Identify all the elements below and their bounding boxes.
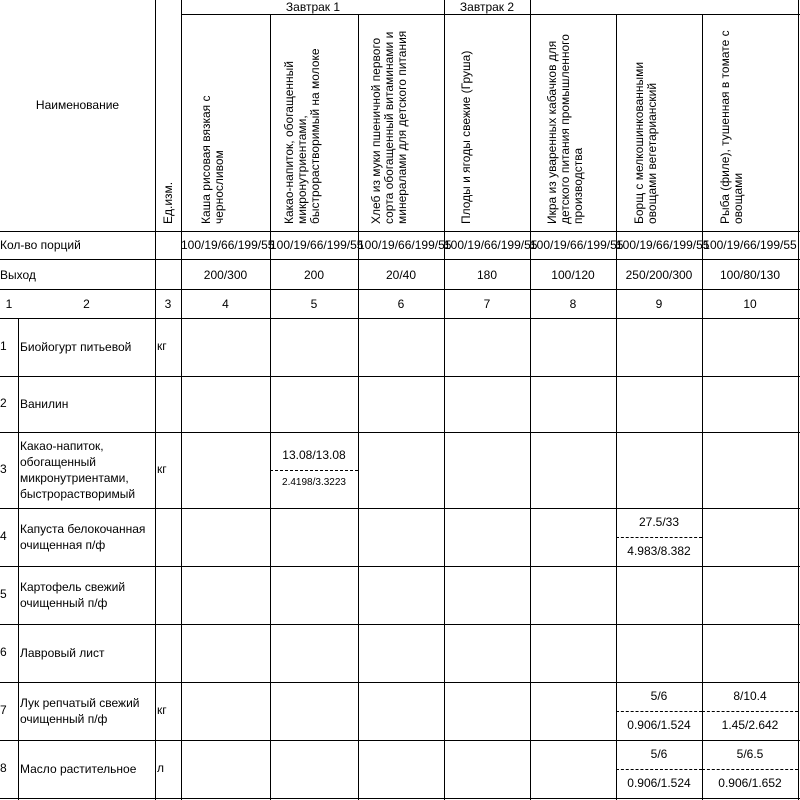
dish-col-line xyxy=(181,0,182,800)
dish-header-5: Икра из уваренных кабачков для детского питания промышленного производства xyxy=(545,34,585,224)
row-line xyxy=(0,318,800,319)
name-column-header: Наименование xyxy=(35,98,120,112)
column-number: 8 xyxy=(569,297,577,311)
dish-header-4: Плоды и ягоды свежие (Груша) xyxy=(459,50,473,224)
column-number: 1 xyxy=(5,297,13,311)
value-divider xyxy=(616,769,702,770)
row-line xyxy=(0,624,800,625)
dish-col-line xyxy=(798,0,799,800)
net-value: 2.4198/3.3223 xyxy=(282,477,346,488)
row-line xyxy=(0,432,800,433)
gross-value: 13.08/13.08 xyxy=(282,448,346,462)
value-divider xyxy=(616,537,702,538)
portions-label: Кол-во порций xyxy=(0,238,81,252)
gross-value: 8/10.4 xyxy=(733,689,767,703)
row-number: 4 xyxy=(0,529,7,543)
net-value: 0.906/1.524 xyxy=(627,718,691,732)
net-value: 0.906/1.652 xyxy=(718,776,782,790)
unit-col-line xyxy=(155,0,156,800)
ingredient-unit: кг xyxy=(157,462,167,476)
group-divider-line xyxy=(181,14,800,15)
value-divider xyxy=(702,711,798,712)
dish-col-line xyxy=(616,14,617,800)
net-value: 4.983/8.382 xyxy=(627,544,691,558)
column-number: 5 xyxy=(310,297,318,311)
unit-column-header: Ед.изм. xyxy=(161,181,175,224)
num-col-line xyxy=(18,318,19,800)
output-value: 250/200/300 xyxy=(625,268,693,282)
row-line xyxy=(0,740,800,741)
column-number: 7 xyxy=(483,297,491,311)
row-number: 6 xyxy=(0,645,7,659)
row-number: 7 xyxy=(0,703,7,717)
net-value: 0.906/1.524 xyxy=(627,776,691,790)
portions-value: 100/19/66/199/55 xyxy=(270,238,364,252)
dish-header-7: Рыба (филе), тушенная в томате с овощами xyxy=(718,30,745,224)
row-line xyxy=(0,508,800,509)
ingredient-name: Какао-напиток, обогащенный микронутриентами, быстрорастворимый xyxy=(20,439,136,501)
gross-value: 27.5/33 xyxy=(638,515,680,529)
row-number: 1 xyxy=(0,339,7,353)
gross-value: 5/6 xyxy=(650,747,668,761)
ingredient-unit: кг xyxy=(157,703,167,717)
output-value: 100/120 xyxy=(551,268,595,282)
ingredient-name: Лук репчатый свежий очищенный п/ф xyxy=(20,696,140,726)
gross-value: 5/6 xyxy=(650,689,668,703)
dish-col-line xyxy=(270,14,271,800)
dish-header-3: Хлеб из муки пшеничной первого сорта обогащенный витаминами и минералами для детского питания xyxy=(369,30,409,224)
ingredient-unit: л xyxy=(157,761,165,775)
output-value: 100/80/130 xyxy=(719,268,781,282)
output-value: 200 xyxy=(303,268,325,282)
column-number: 10 xyxy=(743,297,757,311)
value-divider xyxy=(270,470,358,471)
group-col-line xyxy=(530,0,531,800)
row-number: 5 xyxy=(0,587,7,601)
dish-col-line xyxy=(358,14,359,800)
column-number: 9 xyxy=(655,297,663,311)
column-number: 4 xyxy=(222,297,229,311)
row-line xyxy=(0,376,800,377)
output-value: 180 xyxy=(476,268,498,282)
ingredient-name: Биойогурт питьевой xyxy=(20,340,132,354)
portions-value: 100/19/66/199/55 xyxy=(703,238,797,252)
dish-header-6: Борщ с мелкошинкованными овощами вегетарианский xyxy=(632,61,659,224)
row-number: 3 xyxy=(0,462,7,476)
row-number: 8 xyxy=(0,761,7,775)
net-value: 1.45/2.642 xyxy=(721,718,779,732)
value-divider xyxy=(616,711,702,712)
output-bottom-line xyxy=(0,289,800,290)
output-label: Выход xyxy=(0,268,36,282)
portions-value: 100/19/66/199/55 xyxy=(616,238,710,252)
output-value: 20/40 xyxy=(385,268,417,282)
ingredient-name: Масло растительное xyxy=(20,762,137,776)
dish-col-line xyxy=(444,0,445,800)
row-line xyxy=(0,682,800,683)
row-number: 2 xyxy=(0,396,7,410)
row-line xyxy=(0,798,800,799)
ingredient-name: Картофель свежий очищенный п/ф xyxy=(20,580,126,610)
portions-value: 100/19/66/199/55 xyxy=(358,238,452,252)
ingredient-name: Лавровый лист xyxy=(20,646,105,660)
meal-group-breakfast-1: Завтрак 1 xyxy=(285,0,341,14)
value-divider xyxy=(702,769,798,770)
header-bottom-line xyxy=(0,231,800,232)
gross-value: 5/6.5 xyxy=(736,747,764,761)
portions-value: 100/19/66/199/55 xyxy=(444,238,538,252)
ingredient-name: Капуста белокочанная очищенная п/ф xyxy=(20,522,146,552)
portions-value: 100/19/66/199/55 xyxy=(530,238,624,252)
row-line xyxy=(0,566,800,567)
ingredient-name: Ванилин xyxy=(20,397,69,411)
output-value: 200/300 xyxy=(203,268,248,282)
dish-header-2: Какао-напиток, обогащенный микронутриентами, быстрорастворимый на молоке xyxy=(282,48,322,224)
portions-bottom-line xyxy=(0,259,800,260)
column-number: 2 xyxy=(83,297,90,311)
meal-group-breakfast-2: Завтрак 2 xyxy=(459,0,515,14)
portions-value: 100/19/66/199/55 xyxy=(181,238,275,252)
column-number: 6 xyxy=(397,297,405,311)
ingredient-unit: кг xyxy=(157,339,167,353)
dish-header-1: Каша рисовая вязкая с черносливом xyxy=(199,95,226,224)
column-number: 3 xyxy=(164,297,172,311)
dish-col-line xyxy=(702,14,703,800)
